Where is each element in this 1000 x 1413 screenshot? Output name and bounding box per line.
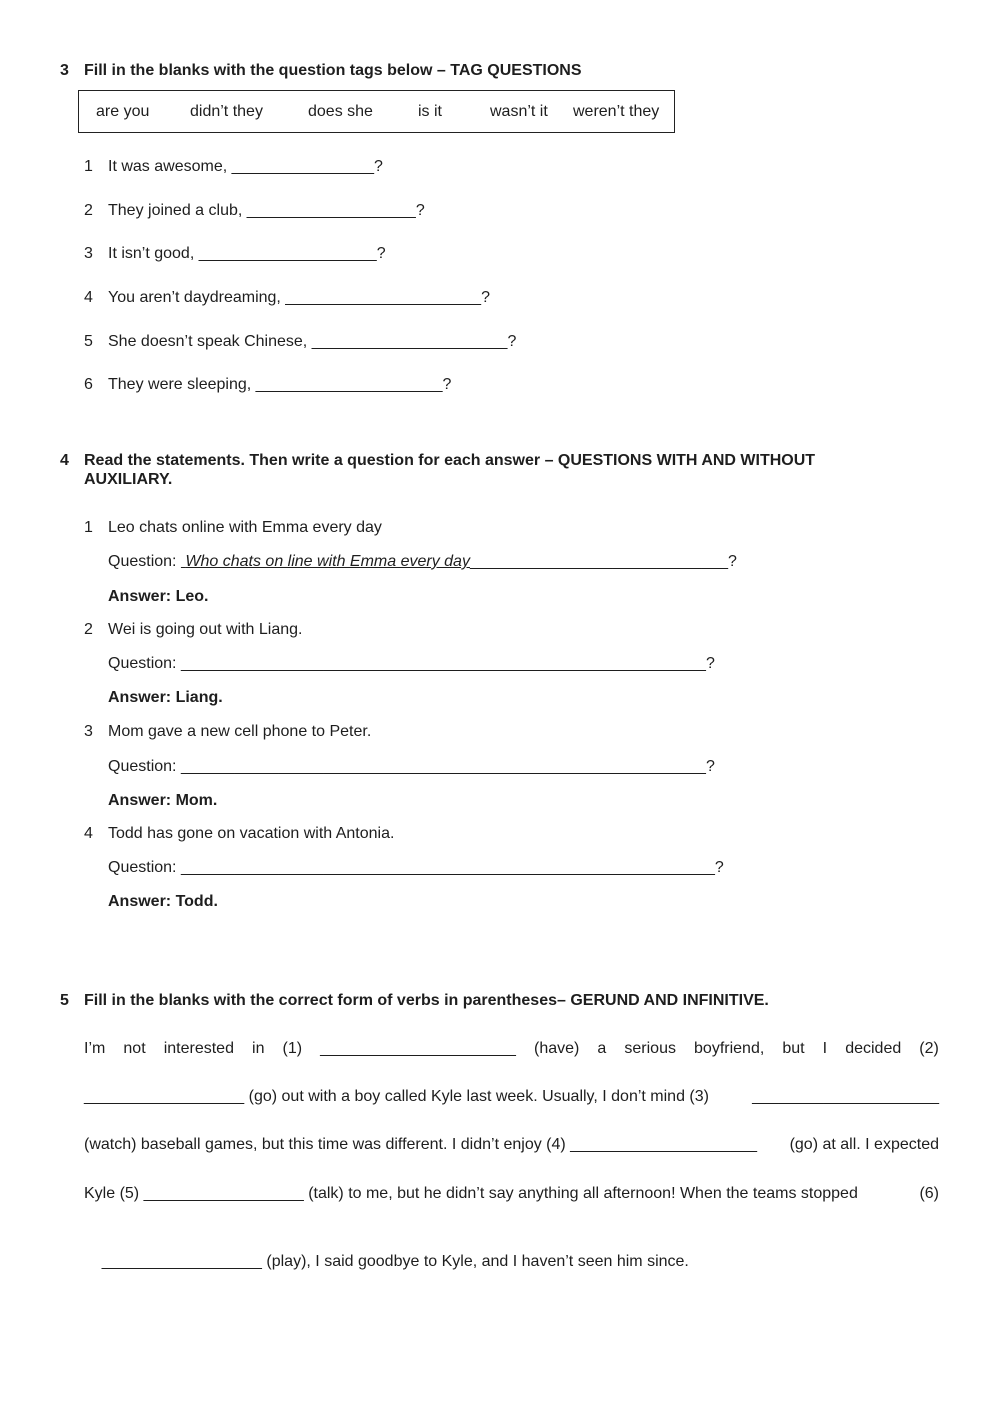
answer: Answer: Mom. [108,792,218,809]
question-label: Question: [108,758,181,775]
paragraph-word: serious [624,1040,676,1057]
paragraph-line-4[interactable] [84,1184,939,1204]
answer: Answer: Todd. [108,893,218,910]
paragraph-word: interested [163,1040,234,1057]
statement: Wei is going out with Liang. [108,621,303,638]
section5-number: 5 [60,992,69,1009]
paragraph-line-1[interactable] [84,1039,939,1059]
paragraph-word: (have) [534,1040,580,1057]
item-number: 3 [84,245,93,262]
answer: Answer: Leo. [108,588,209,605]
tag-option: are you [96,103,150,120]
paragraph-text: __________________ (go) out with a boy called Kyle last week. Usually, I don’t mind (3) [84,1088,709,1105]
tag-option: didn’t they [190,103,263,120]
tag-option: is it [418,103,442,120]
question-label: Question: [108,655,181,672]
section4-number: 4 [60,452,69,469]
section5-title: Fill in the blanks with the correct form of verbs in parentheses– GERUND AND INFINITIVE. [84,992,769,1009]
tag-question-item[interactable]: You aren’t daydreaming, ______________________? [108,289,490,306]
question-blank: ___________________________________________________________? [180,758,715,775]
statement: Todd has gone on vacation with Antonia. [108,825,395,842]
question-line[interactable] [108,757,715,777]
question-tag-box [78,90,675,133]
paragraph-line-3[interactable] [84,1135,939,1155]
item-number: 5 [84,333,93,350]
paragraph-word: I [822,1040,828,1057]
item-number: 2 [84,202,93,219]
example-question: Who chats on line with Emma every day [185,553,470,570]
blank: _____________________ [752,1088,939,1105]
tag-option: wasn’t it [490,103,548,120]
paragraph-text: (go) at all. I expected [789,1136,939,1153]
paragraph-word: a [597,1040,607,1057]
answer: Answer: Liang. [108,689,223,706]
section3-title: Fill in the blanks with the question tags below – TAG QUESTIONS [84,62,582,79]
section4-title: Read the statements. Then write a question for each answer – QUESTIONS WITH AND WITHOUT [84,452,816,469]
paragraph-word: but [782,1040,805,1057]
section4-title-continued: AUXILIARY. [84,471,173,488]
paragraph-word: in [252,1040,265,1057]
question-blank: ____________________________________________________________? [180,859,724,876]
paragraph-text: __________________ (play), I said goodbye to Kyle, and I haven’t seen him since. [101,1253,689,1270]
tag-question-item[interactable]: She doesn’t speak Chinese, ______________________? [108,333,517,350]
tag-question-item[interactable]: They joined a club, ___________________? [108,202,425,219]
blank: ______________________ [320,1040,516,1057]
paragraph-word: decided [845,1040,902,1057]
tag-option: weren’t they [573,103,660,120]
paragraph-word: (1) [282,1040,303,1057]
item-number: 2 [84,621,93,638]
tag-question-item[interactable]: It was awesome, ________________? [108,158,383,175]
tag-question-item[interactable]: It isn’t good, ____________________? [108,245,386,262]
question-line[interactable] [108,654,715,674]
item-number: 1 [84,158,93,175]
statement: Mom gave a new cell phone to Peter. [108,723,372,740]
paragraph-line-2[interactable] [84,1087,939,1107]
paragraph-text: (6) [919,1185,939,1202]
item-number: 6 [84,376,93,393]
item-number: 4 [84,825,93,842]
question-line[interactable] [108,858,724,878]
section3-number: 3 [60,62,69,79]
paragraph-text: Kyle (5) __________________ (talk) to me, but he didn’t say anything all afternoon! When the teams stopped [84,1185,858,1202]
paragraph-text: (watch) baseball games, but this time was different. I didn’t enjoy (4) _____________________ [84,1136,758,1153]
tag-option: does she [308,103,373,120]
paragraph-word: I’m [84,1040,106,1057]
paragraph-word: boyfriend, [694,1040,765,1057]
question-label: Question: [108,553,181,570]
question-blank: _____________________________? [469,553,737,570]
question-line[interactable] [108,552,737,572]
item-number: 1 [84,519,93,536]
item-number: 4 [84,289,93,306]
paragraph-word: (2) [919,1040,939,1057]
tag-question-item[interactable]: They were sleeping, _____________________? [108,376,452,393]
question-blank: ___________________________________________________________? [180,655,715,672]
statement: Leo chats online with Emma every day [108,519,382,536]
question-label: Question: [108,859,181,876]
paragraph-word: not [123,1040,146,1057]
paragraph-line-5[interactable] [84,1232,939,1292]
item-number: 3 [84,723,93,740]
